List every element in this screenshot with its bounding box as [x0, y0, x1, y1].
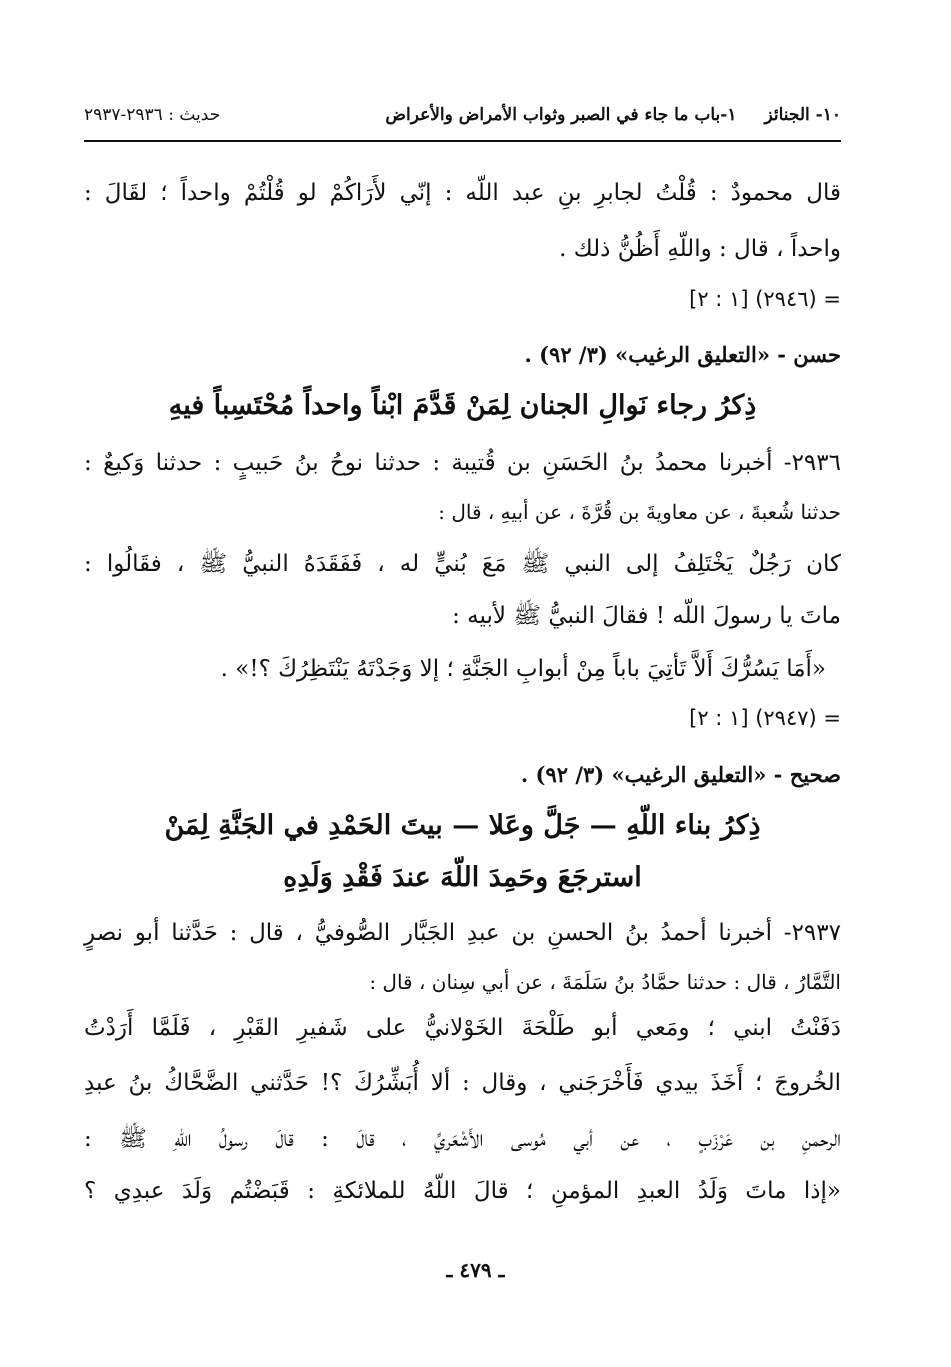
- cross-reference: = (٢٩٤٧) [١ : ٢]: [689, 706, 841, 730]
- chapter-title: ١٠- الجنائز: [764, 105, 841, 125]
- header-right: [385, 105, 841, 125]
- hadith-range: حديث : ٢٩٣٦-٢٩٣٧: [84, 105, 221, 125]
- text-line: الخُروجَ ؛ أَخَذَ بيدي فَأَخْرَجَني ، وقال : ألا أُبَشِّرُكَ ؟! حَدَّثني الضَّحَّاكُ بنُ عبدِ: [84, 1070, 841, 1096]
- isnad-line: ٢٩٣٦- أخبرنا محمدُ بنُ الحَسَنِ بن قُتيبة : حدثنا نوحُ بنُ حَبيبٍ : حدثنا وَكيعٌ :: [84, 450, 841, 476]
- text-line: دَفَنْتُ ابني ؛ ومَعي أبو طَلْحَةَ الخَوْلانيُّ على شَفيرِ القَبْرِ ، فَلَمَّا أَرَدْتُ: [84, 1015, 841, 1041]
- header-rule: [84, 140, 841, 142]
- text-line: واحداً ، قال : واللّهِ أَظُنُّ ذلك .: [559, 236, 841, 262]
- text-line: كان رَجُلٌ يَخْتَلِفُ إلى النبي ﷺ مَعَ بُنيٍّ له ، فَفَقَدَهُ النبيُّ ﷺ ، فقَالُوا :: [84, 551, 841, 577]
- isnad-line: ٢٩٣٧- أخبرنا أحمدُ بنُ الحسنِ بن عبدِ الجَبَّار الصُّوفيُّ ، قال : حَدَّثنا أبو نصرٍ: [84, 920, 841, 946]
- text-line: ماتَ يا رسولَ اللّه ! فقالَ النبيُّ ﷺ لأبيه :: [452, 603, 841, 629]
- text-line: «أَمَا يَسُرُّكَ أَلاَّ تَأتِيَ باباً مِنْ أبوابِ الجَنَّةِ ؛ إلا وَجَدْتَهُ يَنْتَظِرُكَ ؟!» .: [220, 656, 826, 682]
- isnad-line: حدثنا شُعبةَ ، عن معاويةَ بن قُرَّةَ ، عن أبيهِ ، قال :: [438, 500, 841, 524]
- isnad-line: التَّمَّارُ ، قال : حدثنا حمَّادُ بنُ سَلَمَةَ ، عن أبي سِنان ، قال :: [369, 970, 841, 994]
- chapter-heading: ذِكرُ رجاء نَوالِ الجنان لِمَنْ قَدَّمَ ابْناً واحداً مُحْتَسِباً فيهِ: [168, 390, 757, 421]
- text-line: قال محمودٌ : قُلْتُ لجابرِ بنِ عبد اللّه : إنّي لأَرَاكُمْ لو قُلْتُمْ واحداً ؛ لقَالَ :: [84, 180, 841, 206]
- text-line: الرحمنِ بن عَرْزَبٍ ، عن أبي مُوسى الأَشْعَريِّ ، قالَ : قالَ رسولُ اللّهِ ﷺ :: [84, 1126, 841, 1152]
- chapter-heading: استرجَعَ وحَمِدَ اللّهَ عندَ فَقْدِ وَلَدِهِ: [283, 862, 642, 893]
- cross-reference: = (٢٩٤٦) [١ : ٢]: [689, 287, 841, 311]
- hadith-grade: حسن - «التعليق الرغيب» (٣/ ٩٢) .: [524, 342, 841, 367]
- section-title: ١-باب ما جاء في الصبر وثواب الأمراض والأعراض: [385, 105, 737, 125]
- page-number: ـ ٤٧٩ ـ: [446, 1258, 505, 1282]
- text-line: «إذا ماتَ وَلَدُ العبدِ المؤمنِ ؛ قالَ اللّهُ للملائكةِ : قَبَضْتُم وَلَدَ عبدِي ؟: [84, 1178, 841, 1204]
- hadith-grade: صحيح - «التعليق الرغيب» (٣/ ٩٢) .: [520, 762, 841, 787]
- chapter-heading: ذِكرُ بناء اللّهِ — جَلَّ وعَلا — بيتَ الحَمْدِ في الجَنَّةِ لِمَنْ: [164, 810, 761, 841]
- running-header: [84, 98, 841, 132]
